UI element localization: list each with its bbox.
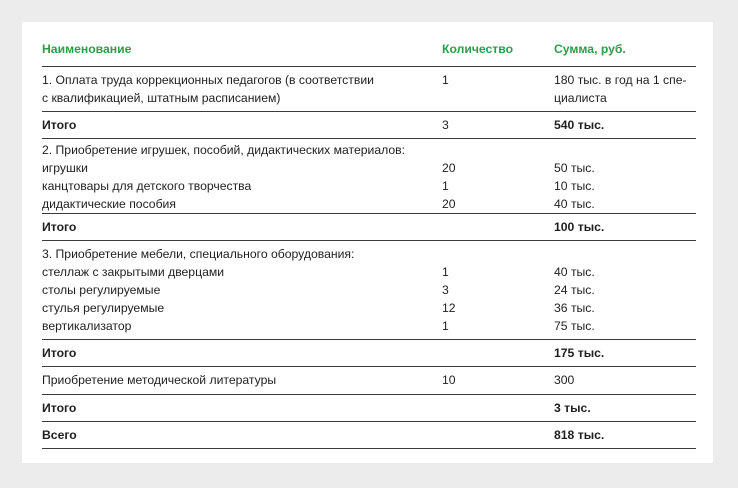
total-row <box>42 214 696 241</box>
total-sum: 3 тыс. <box>554 401 591 415</box>
row-quantity: 20 1 20 <box>442 161 456 211</box>
total-quantity: 3 <box>442 118 449 132</box>
row-name: 1. Оплата труда коррекционных педагогов (в соответствии с квалификацией, штатным расписанием) <box>42 73 374 105</box>
row-sum: 40 тыс. 24 тыс. 36 тыс. 75 тыс. <box>554 265 595 333</box>
cost-table-card <box>22 22 713 463</box>
total-label: Итого <box>42 118 77 132</box>
header-quantity: Количество <box>442 42 514 56</box>
cost-table <box>42 36 696 449</box>
row-quantity: 1 <box>442 73 449 87</box>
total-row <box>42 112 696 139</box>
header-sum: Сумма, руб. <box>554 42 626 56</box>
grand-total-label: Всего <box>42 428 77 442</box>
table-row <box>42 367 696 395</box>
row-sum: 50 тыс. 10 тыс. 40 тыс. <box>554 161 595 211</box>
grand-total-row <box>42 422 696 449</box>
row-name: 3. Приобретение мебели, специального оборудования: стеллаж с закрытыми дверцами столы регулируемые стулья регулируемые вертикализатор <box>42 247 355 333</box>
total-sum: 540 тыс. <box>554 118 605 132</box>
table-row <box>42 241 696 340</box>
total-label: Итого <box>42 346 77 360</box>
row-quantity: 10 <box>442 373 456 387</box>
total-sum: 175 тыс. <box>554 346 605 360</box>
row-sum: 300 <box>554 373 575 387</box>
table-row <box>42 139 696 214</box>
row-name: 2. Приобретение игрушек, пособий, дидактических материалов: игрушки канцтовары для детского творчества дидактические пособия <box>42 143 406 211</box>
grand-total-sum: 818 тыс. <box>554 428 605 442</box>
total-row <box>42 395 696 422</box>
total-sum: 100 тыс. <box>554 220 605 234</box>
header-name: Наименование <box>42 42 132 56</box>
total-label: Итого <box>42 401 77 415</box>
row-sum: 180 тыс. в год на 1 спе- циалиста <box>554 73 687 105</box>
total-row <box>42 340 696 367</box>
total-label: Итого <box>42 220 77 234</box>
table-row <box>42 67 696 112</box>
table-header <box>42 36 696 67</box>
row-quantity: 1 3 12 1 <box>442 265 456 333</box>
row-name: Приобретение методической литературы <box>42 373 277 387</box>
